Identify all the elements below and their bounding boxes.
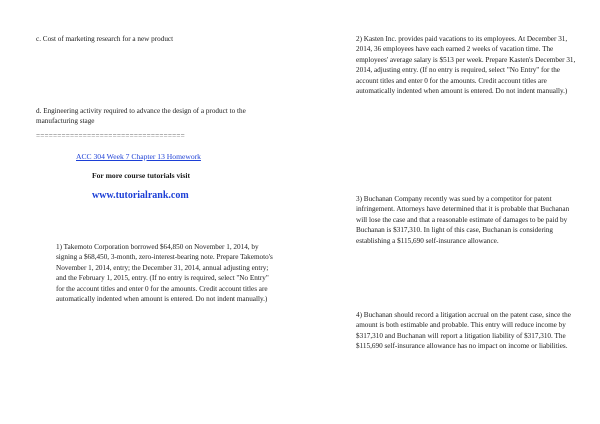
website-link[interactable]: www.tutorialrank.com	[92, 190, 189, 201]
item-c-text: c. Cost of marketing research for a new product	[36, 35, 174, 43]
question-3-text: 3) Buchanan Company recently was sued by a competitor for patent infringement. Attorneys have determined that it is probable that Buchanan will lose the case and that a reasonable estimate of damages to be paid by Buchanan is $317,310. In light of this case, Buchanan is considering establishing a $115,690 self-insurance allowance.	[356, 195, 570, 245]
item-d-text: d. Engineering activity required to advance the design of a product to the manufacturing stage	[36, 107, 246, 126]
visit-text: For more course tutorials visit	[92, 171, 190, 180]
question-2-text: 2) Kasten Inc. provides paid vacations to its employees. At December 31, 2014, 36 employees have each earned 2 weeks of vacation time. The employees' average salary is $513 per week. Prepare Kasten's December 31, 2014, adjusting entry. (If no entry is required, select "No Entry" for the account titles and enter 0 for the amounts. Credit account titles are automatically indented when amount is entered. Do not indent manually.)	[356, 35, 576, 96]
homework-title-link[interactable]: ACC 304 Week 7 Chapter 13 Homework	[76, 152, 201, 161]
question-4-text: 4) Buchanan should record a litigation accrual on the patent case, since the amount is both estimable and probable. This entry will reduce income by $317,310 and Buchanan will report a litigation liability of $317,310. The $115,690 self-insurance allowance has no impact on income or liabilities.	[356, 311, 571, 351]
separator-line: ===================================	[36, 132, 185, 140]
question-1-text: 1) Takemoto Corporation borrowed $64,850 on November 1, 2014, by signing a $68,450, 3-month, zero-interest-bearing note. Prepare Takemoto's November 1, 2014, entry; the December 31, 2014, annual adjusting entry; and the February 1, 2015, entry. (If no entry is required, select "No Entry" for the account titles and enter 0 for the amounts. Credit account titles are automatically indented when amount is entered. Do not indent manually.)	[56, 243, 273, 304]
